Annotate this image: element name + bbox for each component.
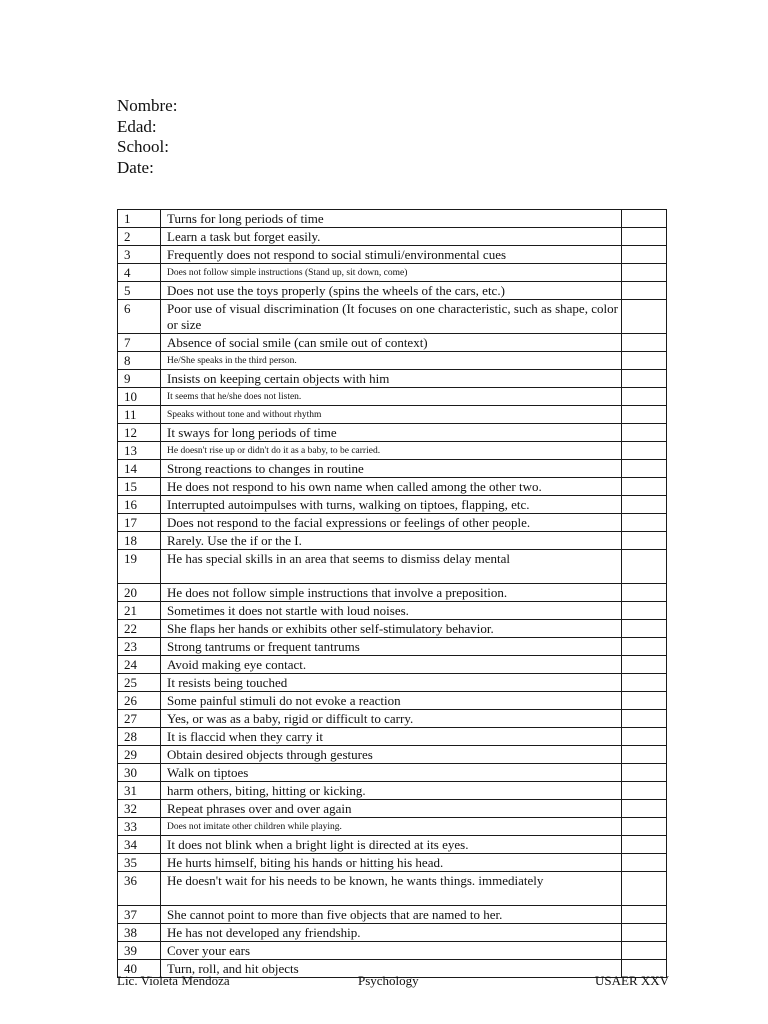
item-text: Frequently does not respond to social stimuli/environmental cues [161,246,622,264]
answer-cell[interactable] [622,746,667,764]
answer-cell[interactable] [622,300,667,334]
item-number: 1 [118,210,161,228]
answer-cell[interactable] [622,906,667,924]
item-text: Repeat phrases over and over again [161,800,622,818]
item-text: Rarely. Use the if or the I. [161,532,622,550]
checklist-row [118,764,667,782]
checklist-row [118,264,667,282]
item-number: 40 [118,960,161,978]
item-text: harm others, biting, hitting or kicking. [161,782,622,800]
item-text: He doesn't wait for his needs to be known, he wants things. immediately [161,872,622,906]
checklist-row [118,246,667,264]
item-text: Sometimes it does not startle with loud noises. [161,602,622,620]
form-header [117,96,177,178]
item-text: Does not respond to the facial expressions or feelings of other people. [161,514,622,532]
checklist-row [118,924,667,942]
checklist-table [117,209,667,978]
item-text: Speaks without tone and without rhythm [161,406,622,424]
checklist-row [118,460,667,478]
checklist-row [118,656,667,674]
checklist-row [118,406,667,424]
checklist-row [118,746,667,764]
school-label: School: [117,137,169,156]
checklist-row [118,300,667,334]
answer-cell[interactable] [622,728,667,746]
item-number: 2 [118,228,161,246]
item-text: He/She speaks in the third person. [161,352,622,370]
item-number: 17 [118,514,161,532]
date-label: Date: [117,157,154,177]
item-number: 5 [118,282,161,300]
checklist-row [118,728,667,746]
item-number: 9 [118,370,161,388]
answer-cell[interactable] [622,836,667,854]
checklist-row [118,334,667,352]
answer-cell[interactable] [622,352,667,370]
footer-author: Lic. Violeta Mendoza [117,973,230,988]
item-text: Does not imitate other children while playing. [161,818,622,836]
checklist-row [118,584,667,602]
answer-cell[interactable] [622,496,667,514]
answer-cell[interactable] [622,282,667,300]
item-number: 19 [118,550,161,584]
item-text: Obtain desired objects through gestures [161,746,622,764]
item-text: Some painful stimuli do not evoke a reaction [161,692,622,710]
item-number: 11 [118,406,161,424]
checklist-row [118,442,667,460]
checklist-row [118,800,667,818]
item-number: 23 [118,638,161,656]
item-number: 14 [118,460,161,478]
item-number: 13 [118,442,161,460]
item-text: Does not follow simple instructions (Stand up, sit down, come) [161,264,622,282]
footer-unit: USAER XXV [595,973,670,988]
item-number: 36 [118,872,161,906]
checklist-row [118,620,667,638]
answer-cell[interactable] [622,638,667,656]
item-text: Insists on keeping certain objects with him [161,370,622,388]
item-text: He hurts himself, biting his hands or hitting his head. [161,854,622,872]
checklist-row [118,370,667,388]
checklist-row [118,388,667,406]
item-number: 18 [118,532,161,550]
answer-cell[interactable] [622,264,667,282]
checklist-row [118,710,667,728]
answer-cell[interactable] [622,854,667,872]
item-text: Avoid making eye contact. [161,656,622,674]
answer-cell[interactable] [622,334,667,352]
item-number: 6 [118,300,161,334]
item-number: 8 [118,352,161,370]
item-text: It seems that he/she does not listen. [161,388,622,406]
item-text: He doesn't rise up or didn't do it as a baby, to be carried. [161,442,622,460]
checklist-row [118,906,667,924]
answer-cell[interactable] [622,818,667,836]
item-number: 10 [118,388,161,406]
answer-cell[interactable] [622,424,667,442]
answer-cell[interactable] [622,800,667,818]
answer-cell[interactable] [622,602,667,620]
item-number: 28 [118,728,161,746]
item-text: She cannot point to more than five objects that are named to her. [161,906,622,924]
item-text: Learn a task but forget easily. [161,228,622,246]
item-text: It does not blink when a bright light is directed at its eyes. [161,836,622,854]
checklist-row [118,854,667,872]
item-number: 15 [118,478,161,496]
answer-cell[interactable] [622,674,667,692]
item-number: 12 [118,424,161,442]
item-number: 26 [118,692,161,710]
checklist-row [118,872,667,906]
checklist-row [118,496,667,514]
checklist-row [118,836,667,854]
item-number: 39 [118,942,161,960]
checklist-row [118,602,667,620]
answer-cell[interactable] [622,460,667,478]
item-text: Walk on tiptoes [161,764,622,782]
checklist-body [118,210,667,978]
answer-cell[interactable] [622,924,667,942]
checklist-row [118,352,667,370]
item-text: Strong tantrums or frequent tantrums [161,638,622,656]
item-number: 22 [118,620,161,638]
age-label: Edad: [117,116,157,136]
item-text: It resists being touched [161,674,622,692]
answer-cell[interactable] [622,442,667,460]
answer-cell[interactable] [622,710,667,728]
checklist-row [118,478,667,496]
item-text: Poor use of visual discrimination (It focuses on one characteristic, such as shape, color or size [161,300,622,334]
item-number: 16 [118,496,161,514]
item-text: Absence of social smile (can smile out of context) [161,334,622,352]
checklist-row [118,532,667,550]
answer-cell[interactable] [622,764,667,782]
item-number: 20 [118,584,161,602]
checklist-row [118,282,667,300]
item-text: Cover your ears [161,942,622,960]
item-number: 31 [118,782,161,800]
item-text: Turn, roll, and hit objects [161,960,622,978]
answer-cell[interactable] [622,620,667,638]
item-text: Strong reactions to changes in routine [161,460,622,478]
answer-cell[interactable] [622,406,667,424]
answer-cell[interactable] [622,532,667,550]
item-number: 4 [118,264,161,282]
checklist-row [118,782,667,800]
checklist-row [118,674,667,692]
answer-cell[interactable] [622,388,667,406]
item-text: He has not developed any friendship. [161,924,622,942]
item-text: Does not use the toys properly (spins the wheels of the cars, etc.) [161,282,622,300]
item-number: 33 [118,818,161,836]
answer-cell[interactable] [622,782,667,800]
item-number: 30 [118,764,161,782]
item-number: 7 [118,334,161,352]
checklist-row [118,942,667,960]
checklist-row [118,550,667,584]
answer-cell[interactable] [622,514,667,532]
answer-cell[interactable] [622,246,667,264]
item-text: It is flaccid when they carry it [161,728,622,746]
answer-cell[interactable] [622,584,667,602]
answer-cell[interactable] [622,872,667,906]
item-number: 35 [118,854,161,872]
item-text: Interrupted autoimpulses with turns, walking on tiptoes, flapping, etc. [161,496,622,514]
checklist-row [118,424,667,442]
footer-department: Psychology [358,973,419,988]
item-number: 37 [118,906,161,924]
item-number: 32 [118,800,161,818]
answer-cell[interactable] [622,942,667,960]
item-number: 24 [118,656,161,674]
item-number: 34 [118,836,161,854]
checklist-row [118,514,667,532]
item-text: He has special skills in an area that seems to dismiss delay mental [161,550,622,584]
answer-cell[interactable] [622,370,667,388]
item-number: 38 [118,924,161,942]
item-text: It sways for long periods of time [161,424,622,442]
item-number: 29 [118,746,161,764]
item-text: Yes, or was as a baby, rigid or difficult to carry. [161,710,622,728]
item-number: 27 [118,710,161,728]
item-text: He does not respond to his own name when called among the other two. [161,478,622,496]
answer-cell[interactable] [622,656,667,674]
answer-cell[interactable] [622,228,667,246]
checklist-row [118,818,667,836]
checklist-row [118,692,667,710]
checklist-row [118,210,667,228]
item-text: He does not follow simple instructions that involve a preposition. [161,584,622,602]
item-number: 25 [118,674,161,692]
name-label: Nombre: [117,96,178,115]
answer-cell[interactable] [622,550,667,584]
item-text: Turns for long periods of time [161,210,622,228]
answer-cell[interactable] [622,692,667,710]
item-text: She flaps her hands or exhibits other self-stimulatory behavior. [161,620,622,638]
answer-cell[interactable] [622,478,667,496]
item-number: 21 [118,602,161,620]
item-number: 3 [118,246,161,264]
checklist-row [118,228,667,246]
checklist-row [118,638,667,656]
answer-cell[interactable] [622,210,667,228]
